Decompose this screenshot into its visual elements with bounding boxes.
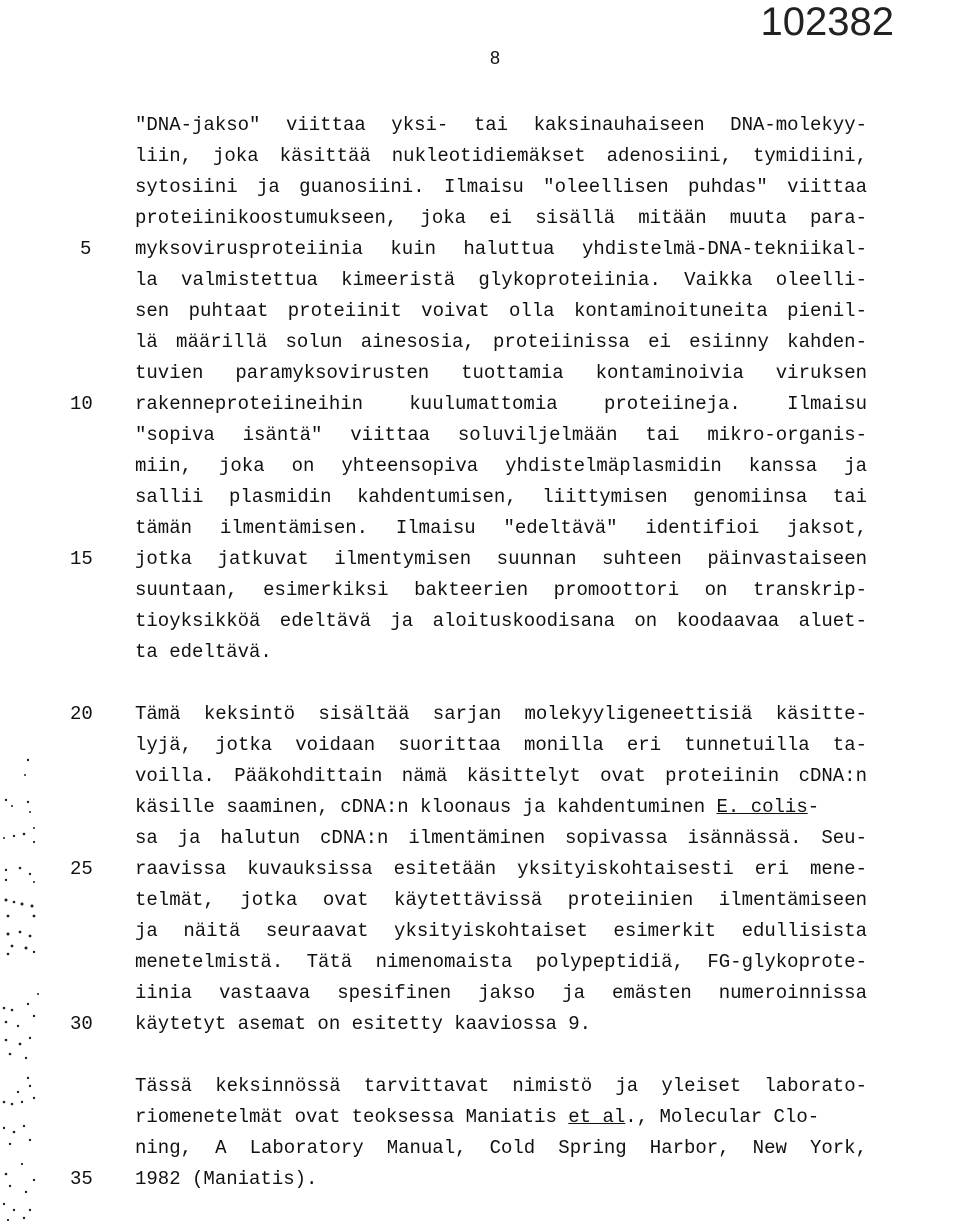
text-line: sa ja halutun cDNA:n ilmentäminen sopivassa isännässä. Seu- bbox=[135, 827, 867, 849]
text-line: myksovirusproteiinia kuin haluttua yhdistelmä-DNA-tekniikal- bbox=[135, 238, 867, 260]
line-number: 20 bbox=[70, 703, 93, 725]
text-line: menetelmistä. Tätä nimenomaista polypeptidiä, FG-glykoprote- bbox=[135, 951, 867, 973]
text-line: sytosiini ja guanosiini. Ilmaisu "oleellisen puhdas" viittaa bbox=[135, 176, 867, 198]
line-number: 25 bbox=[70, 858, 93, 880]
text-line: Tässä keksinnössä tarvittavat nimistö ja yleiset laborato- bbox=[135, 1075, 867, 1097]
scan-speckles bbox=[0, 740, 60, 1224]
text-line bbox=[135, 795, 867, 819]
line-number: 10 bbox=[70, 393, 93, 415]
species-name: E. colis bbox=[716, 796, 808, 818]
citation-et-al: et al bbox=[568, 1106, 626, 1128]
text-line: "sopiva isäntä" viittaa soluviljelmään tai mikro-organis- bbox=[135, 424, 867, 446]
text-line: la valmistettua kimeeristä glykoproteiinia. Vaikka oleelli- bbox=[135, 269, 867, 291]
text-line: suuntaan, esimerkiksi bakteerien promoottori on transkrip- bbox=[135, 579, 867, 601]
text-line: voilla. Pääkohdittain nämä käsittelyt ovat proteiinin cDNA:n bbox=[135, 765, 867, 787]
text-segment: riomenetelmät ovat teoksessa Maniatis bbox=[135, 1106, 569, 1128]
text-line: lä määrillä solun ainesosia, proteiinissa ei esiinny kahden- bbox=[135, 331, 867, 353]
text-line: sen puhtaat proteiinit voivat olla kontaminoituneita pienil- bbox=[135, 300, 867, 322]
text-line: tämän ilmentämisen. Ilmaisu "edeltävä" identifioi jaksot, bbox=[135, 517, 867, 539]
page-number: 8 bbox=[490, 48, 501, 68]
text-line: lyjä, jotka voidaan suorittaa monilla eri tunnetuilla ta- bbox=[135, 734, 867, 756]
line-number: 30 bbox=[70, 1013, 93, 1035]
text-line: liin, joka käsittää nukleotidiemäkset adenosiini, tymidiini, bbox=[135, 145, 867, 167]
text-line: tioyksikköä edeltävä ja aloituskoodisana on koodaavaa aluet- bbox=[135, 610, 867, 632]
line-number: 5 bbox=[80, 238, 92, 260]
text-line: "DNA-jakso" viittaa yksi- tai kaksinauhaiseen DNA-molekyy- bbox=[135, 114, 867, 136]
text-line: miin, joka on yhteensopiva yhdistelmäplasmidin kanssa ja bbox=[135, 455, 867, 477]
text-line: proteiinikoostumukseen, joka ei sisällä mitään muuta para- bbox=[135, 207, 867, 229]
line-number: 35 bbox=[70, 1168, 93, 1190]
text-line: ta edeltävä. bbox=[135, 641, 272, 663]
text-line: rakenneproteiineihin kuulumattomia proteiineja. Ilmaisu bbox=[135, 393, 867, 415]
text-line: ja näitä seuraavat yksityiskohtaiset esimerkit edullisista bbox=[135, 920, 867, 942]
text-line: Tämä keksintö sisältää sarjan molekyyligeneettisiä käsitte- bbox=[135, 703, 867, 725]
text-segment: ., Molecular Clo- bbox=[625, 1106, 820, 1128]
text-line: iinia vastaava spesifinen jakso ja emästen numeroinnissa bbox=[135, 982, 867, 1004]
text-line: käytetyt asemat on esitetty kaaviossa 9. bbox=[135, 1013, 592, 1035]
text-segment: käsille saaminen, cDNA:n kloonaus ja kahdentuminen bbox=[135, 796, 717, 818]
text-segment: - bbox=[807, 796, 820, 818]
text-line: sallii plasmidin kahdentumisen, liittymisen genomiinsa tai bbox=[135, 486, 867, 508]
text-line: 1982 (Maniatis). bbox=[135, 1168, 318, 1190]
text-line bbox=[135, 1105, 867, 1129]
text-line: jotka jatkuvat ilmentymisen suunnan suhteen päinvastaiseen bbox=[135, 548, 867, 570]
line-number: 15 bbox=[70, 548, 93, 570]
text-line: raavissa kuvauksissa esitetään yksityiskohtaisesti eri mene- bbox=[135, 858, 867, 880]
text-line: ning, A Laboratory Manual, Cold Spring Harbor, New York, bbox=[135, 1137, 867, 1159]
text-line: tuvien paramyksovirusten tuottamia kontaminoivia viruksen bbox=[135, 362, 867, 384]
text-line: telmät, jotka ovat käytettävissä proteiinien ilmentämiseen bbox=[135, 889, 867, 911]
patent-number: 102382 bbox=[760, 0, 894, 44]
